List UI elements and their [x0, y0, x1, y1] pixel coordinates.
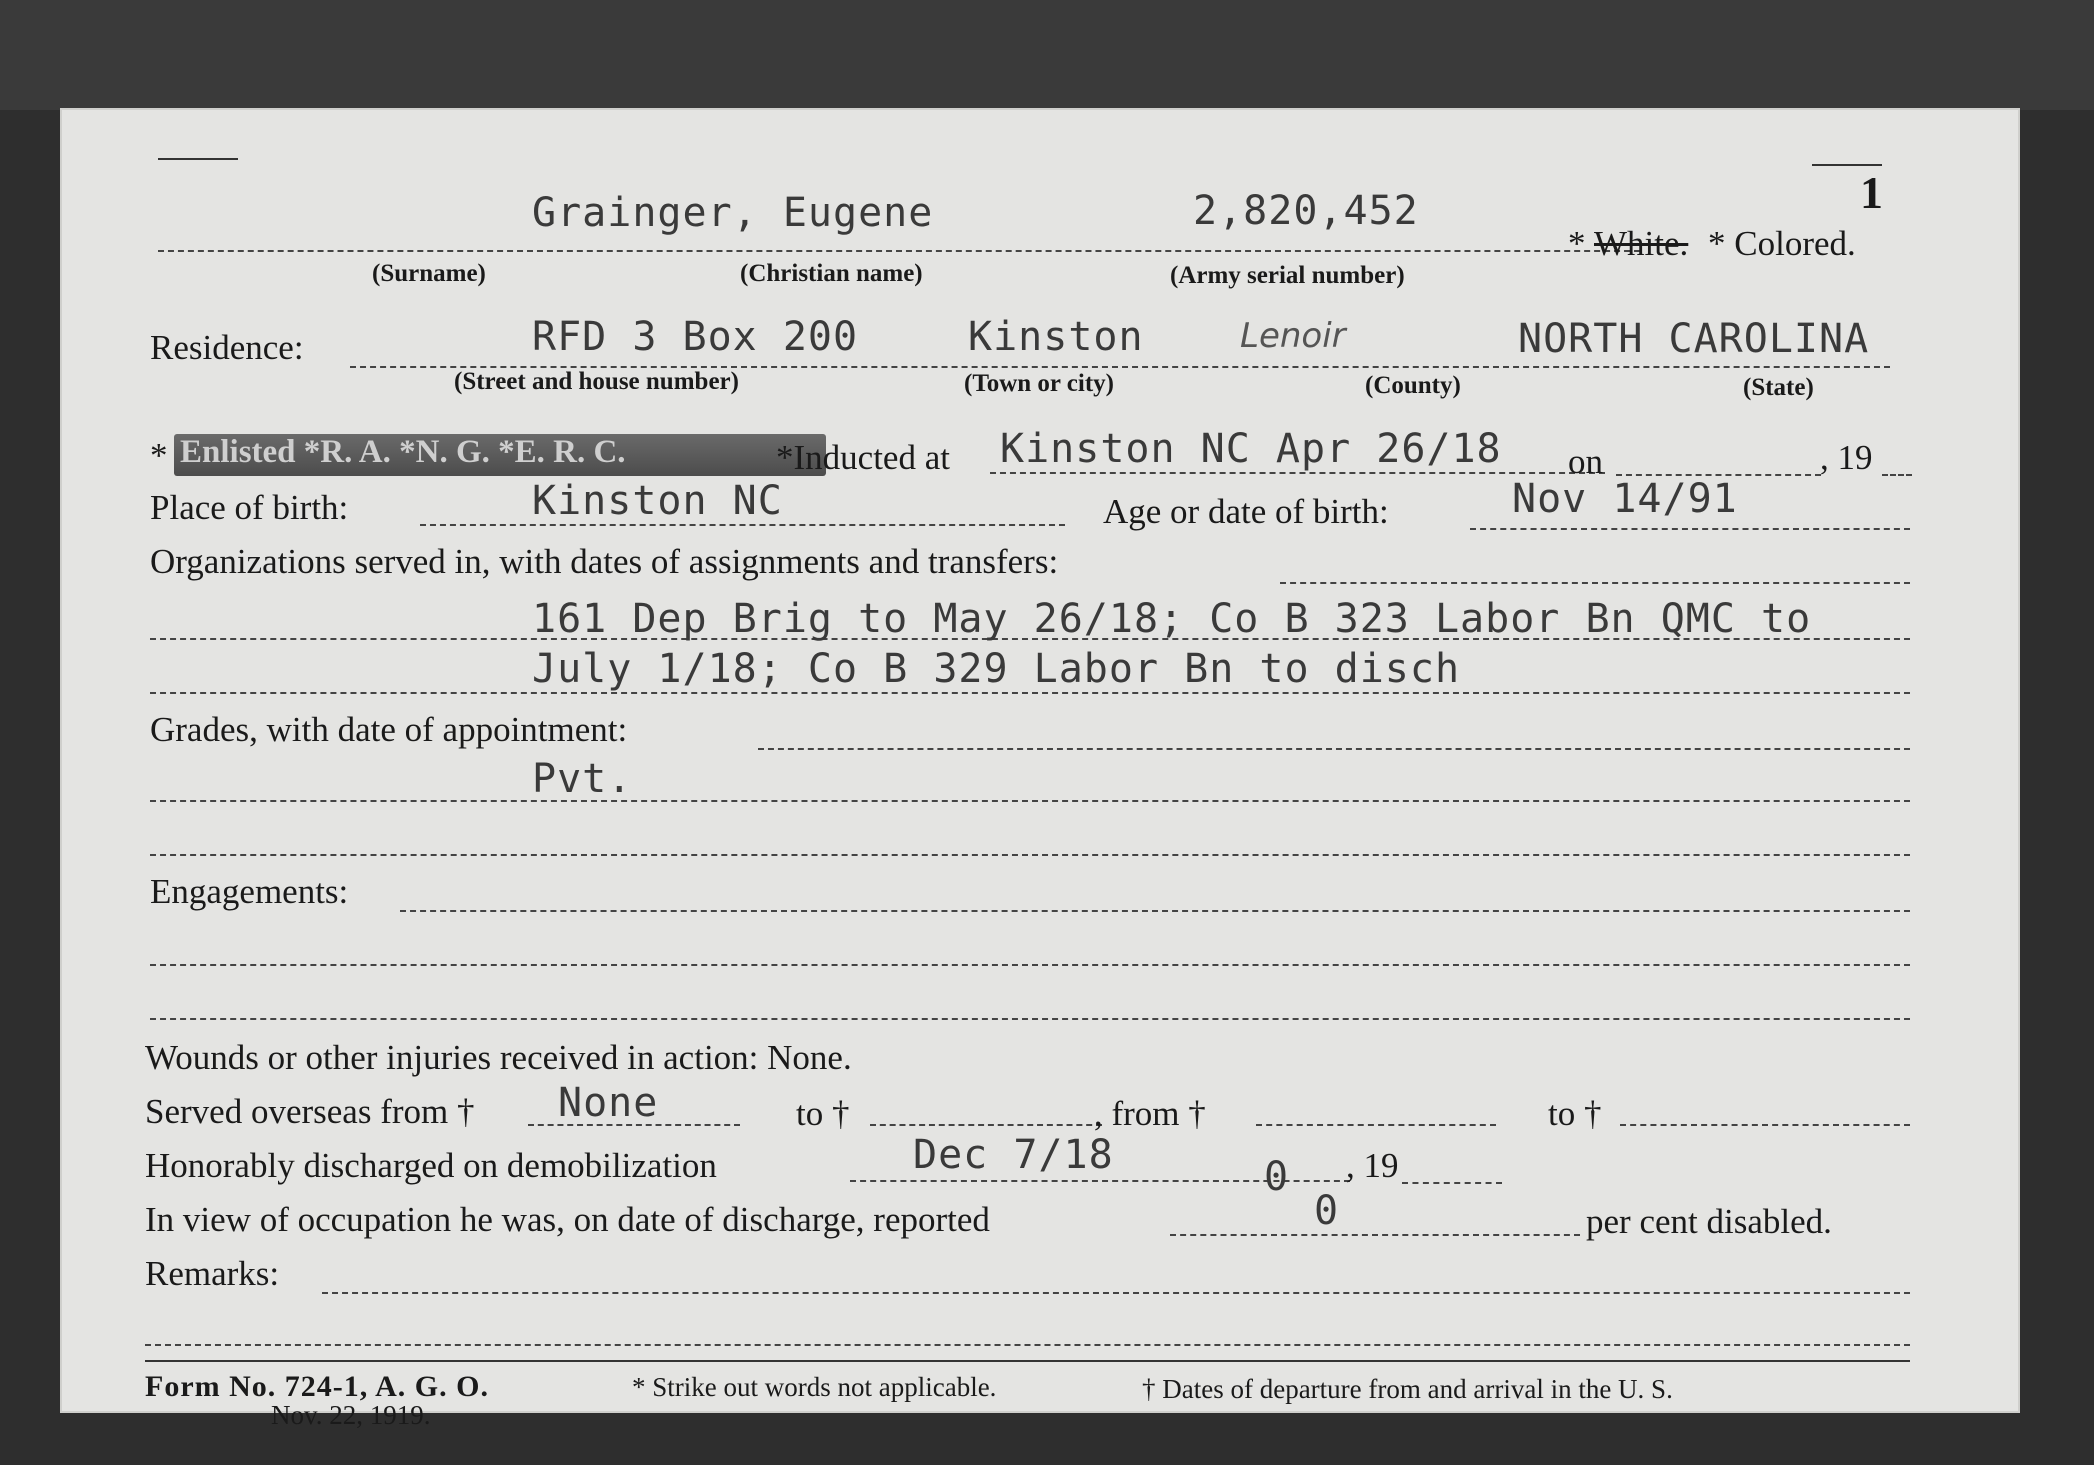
- overseas-label: Served overseas from †: [145, 1092, 475, 1131]
- card-overlay: [60, 108, 2020, 1430]
- overseas-line-1: [870, 1124, 1102, 1126]
- age-value: Nov 14/91: [1512, 476, 1738, 522]
- place-of-birth-line: [420, 524, 1065, 526]
- surname-christian-value: Grainger, Eugene: [532, 190, 934, 236]
- overseas-from2: , from †: [1094, 1094, 1206, 1133]
- engagements-line-2: [150, 1018, 1910, 1020]
- overseas-line-3: [1620, 1124, 1910, 1126]
- grades-line-2: [150, 854, 1910, 856]
- remarks-line-0: [322, 1292, 1910, 1294]
- remarks-label: Remarks:: [145, 1254, 280, 1293]
- grades-line-1: [150, 800, 1910, 802]
- wounds-label: Wounds or other injuries received in action: None.: [145, 1038, 852, 1077]
- footer-rule: [145, 1360, 1910, 1362]
- footnote-strike: * Strike out words not applicable.: [632, 1372, 997, 1402]
- residence-town: Kinston: [968, 314, 1144, 360]
- on-label: on: [1568, 442, 1603, 481]
- discharge-label: Honorably discharged on demobilization: [145, 1146, 717, 1185]
- race-white: White.: [1594, 224, 1689, 263]
- disability-value-a: 0: [1264, 1154, 1290, 1200]
- grades-value: Pvt.: [532, 756, 633, 802]
- overseas-from-value: None: [558, 1080, 659, 1126]
- overseas-to1: to †: [796, 1094, 850, 1133]
- overseas-line-2: [1256, 1124, 1496, 1126]
- remarks-line-1: [145, 1344, 1910, 1346]
- page-number: 1: [1860, 167, 1883, 218]
- enlistment-options: Enlisted *R. A. *N. G. *E. R. C.: [180, 434, 626, 470]
- engagements-label: Engagements:: [150, 872, 349, 911]
- discharge-year-line: [1402, 1182, 1502, 1184]
- residence-street: RFD 3 Box 200: [532, 314, 859, 360]
- residence-label: Residence:: [150, 328, 304, 367]
- grades-label: Grades, with date of appointment:: [150, 710, 628, 749]
- form-number: Form No. 724-1, A. G. O.: [145, 1370, 489, 1403]
- disability-label: In view of occupation he was, on date of discharge, reported: [145, 1200, 990, 1239]
- overseas-line-0: [528, 1124, 740, 1126]
- enlistment-star: *: [150, 436, 168, 475]
- caption-serial: (Army serial number): [1170, 262, 1405, 289]
- organizations-label: Organizations served in, with dates of assignments and transfers:: [150, 542, 1059, 581]
- caption-town: (Town or city): [964, 370, 1114, 397]
- footnote-dates: † Dates of departure from and arrival in the U. S.: [1142, 1374, 1673, 1404]
- caption-surname: (Surname): [372, 260, 486, 287]
- year-line: [1882, 474, 1912, 476]
- engagements-line-1: [150, 964, 1910, 966]
- place-of-birth-value: Kinston NC: [532, 478, 783, 524]
- form-date: Nov. 22, 1919.: [271, 1400, 431, 1430]
- caption-county: (County): [1365, 372, 1461, 399]
- place-of-birth-label: Place of birth:: [150, 488, 349, 527]
- overseas-to2: to †: [1548, 1094, 1602, 1133]
- caption-street: (Street and house number): [454, 368, 739, 395]
- serial-value: 2,820,452: [1193, 188, 1419, 234]
- race-star: *: [1568, 224, 1586, 263]
- age-label: Age or date of birth:: [1103, 492, 1389, 531]
- discharge-value: Dec 7/18: [913, 1132, 1114, 1178]
- grades-line-0: [758, 748, 1910, 750]
- inducted-label: *Inducted at: [776, 438, 950, 477]
- inducted-line: [990, 472, 1605, 474]
- caption-christian: (Christian name): [740, 260, 923, 287]
- age-line: [1470, 528, 1910, 530]
- organizations-line2: July 1/18; Co B 329 Labor Bn to disch: [532, 646, 1461, 692]
- caption-state: (State): [1743, 374, 1814, 401]
- inducted-value: Kinston NC Apr 26/18: [1000, 426, 1502, 472]
- discharge-year-label: , 19: [1346, 1146, 1399, 1185]
- disability-line: [1170, 1234, 1580, 1236]
- residence-state: NORTH CAROLINA: [1518, 316, 1870, 362]
- race-colored: * Colored.: [1708, 224, 1856, 263]
- engagements-line-0: [400, 910, 1910, 912]
- background-top: [0, 0, 2094, 110]
- residence-county: Lenoir: [1240, 316, 1346, 356]
- year-label: , 19: [1820, 438, 1873, 477]
- organizations-line1: 161 Dep Brig to May 26/18; Co B 323 Labor Bn QMC to: [532, 596, 1812, 642]
- organizations-line-2: [150, 692, 1910, 694]
- disability-value-b: 0: [1314, 1188, 1340, 1234]
- organizations-line-0: [1280, 582, 1910, 584]
- disability-suffix: per cent disabled.: [1586, 1202, 1832, 1241]
